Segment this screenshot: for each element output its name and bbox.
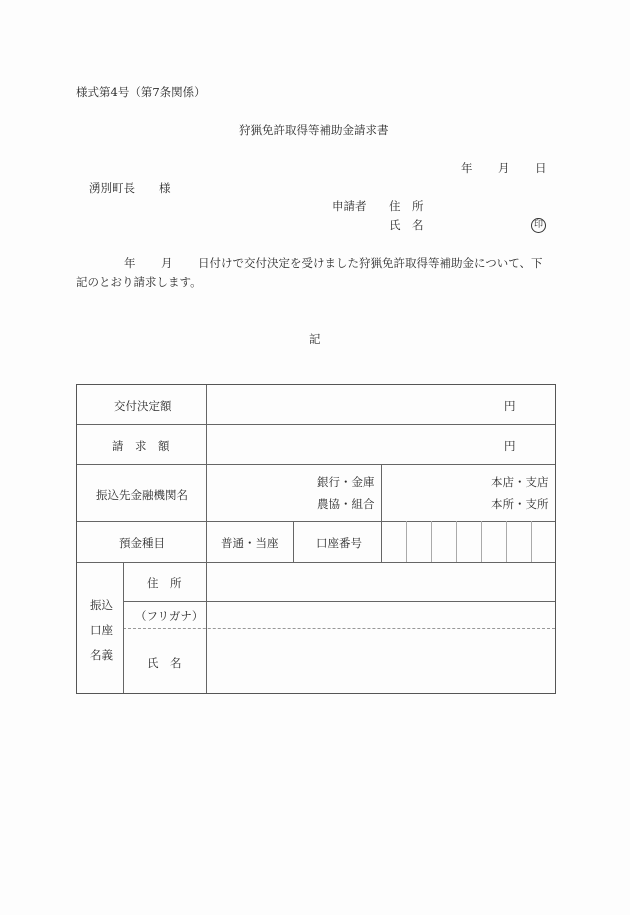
holder-group-label-3: 名義 [90,648,113,662]
addressee: 湧別町長 [89,181,135,195]
branch-type-option-1[interactable]: 本店・支店 [491,475,549,489]
bank-name-label: 振込先金融機関名 [96,488,188,502]
grant-amount-label: 交付決定額 [114,399,172,413]
applicant-name-label: 氏 名 [389,218,424,232]
holder-address-field[interactable] [207,563,555,601]
ki-heading: 記 [309,332,321,346]
holder-address-label: 住 所 [147,576,182,590]
document-title: 狩猟免許取得等補助金請求書 [239,123,389,137]
form-number: 様式第4号（第7条関係） [76,85,206,99]
seal-mark-icon: 印 [531,216,546,233]
body-year: 年 [124,256,136,270]
deposit-type-label: 預金種目 [119,536,165,550]
honorific: 様 [159,181,171,195]
claim-amount-label: 請 求 額 [112,439,170,453]
holder-group-label-1: 振込 [90,598,113,612]
body-text-line2: 記のとおり請求します。 [76,275,202,289]
holder-name-field[interactable] [207,629,555,693]
date-year-label: 年 [461,161,473,175]
date-month-label: 月 [498,161,510,175]
claim-amount-unit: 円 [504,439,516,453]
account-number-label: 口座番号 [316,536,362,550]
bank-type-option-1[interactable]: 銀行・金庫 [317,475,375,489]
holder-furigana-label: （フリガナ） [135,609,204,623]
deposit-type-options[interactable]: 普通・当座 [221,536,279,550]
holder-name-label: 氏 名 [147,656,182,670]
bank-type-option-2[interactable]: 農協・組合 [317,497,375,511]
column-divider [293,521,294,562]
holder-group-label-2: 口座 [90,623,113,637]
applicant-address-label: 住 所 [389,199,424,213]
column-divider [123,562,124,693]
grant-amount-field[interactable] [207,385,555,424]
grant-amount-unit: 円 [504,399,516,413]
claim-table [76,384,556,694]
holder-furigana-field[interactable] [207,602,555,628]
branch-type-option-2[interactable]: 本所・支所 [491,497,549,511]
applicant-label: 申請者 [332,199,367,213]
account-number-digit-boxes[interactable] [382,522,555,562]
date-day-label: 日 [535,161,547,175]
claim-amount-field[interactable] [207,425,555,464]
body-text-line1: 日付けで交付決定を受けました狩猟免許取得等補助金について、下 [198,256,543,270]
body-month: 月 [161,256,173,270]
